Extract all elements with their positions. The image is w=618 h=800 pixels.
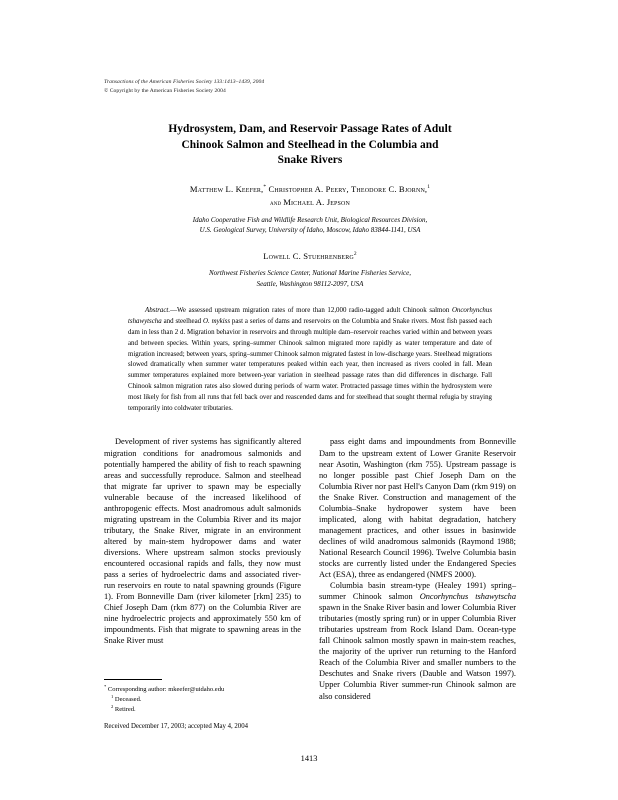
footnote-block bbox=[104, 679, 301, 732]
page-number: 1413 bbox=[300, 754, 318, 763]
abstract-species-steelhead: O. mykiss bbox=[203, 318, 230, 326]
author-conjunction: and bbox=[269, 198, 284, 207]
body-column-right bbox=[319, 436, 516, 701]
article-title-line-3: Snake Rivers bbox=[277, 154, 343, 167]
right-paragraph-2-part-1: Columbia basin stream-type (Healey 1991) spring–summer Chinook salmon bbox=[319, 581, 516, 602]
footnote-corresponding-text: Corresponding author: mkeefer@uidaho.edu bbox=[106, 686, 225, 694]
author-footnote-marker-1: 1 bbox=[427, 183, 431, 190]
affiliation-secondary-line-2: Seattle, Washington 98112-2097, USA bbox=[256, 279, 364, 288]
author-group-secondary bbox=[104, 250, 516, 263]
body-column-left bbox=[104, 436, 301, 731]
footnote-marker-1: 1 bbox=[111, 694, 114, 700]
author-group-primary bbox=[104, 183, 516, 209]
abstract-species-chinook: Oncorhynchus tshawytscha bbox=[128, 307, 492, 326]
footnote-marker-2: 2 bbox=[111, 704, 114, 710]
right-paragraph-2-part-2: spawn in the Snake River basin and lower Columbia River tributaries (mostly spring run) or in upper Columbia River tributaries upstream from Rock Island Dam. Ocean-type fall Chinook salmon mostly spawn in main-stem reaches, the majority of the upriver run returning to the Hanford Reach of the Columbia River and smaller numbers to the Deschutes and Snake rivers (Dauble and Watson 1997). Upper Columbia River summer-run Chinook salmon are also considered bbox=[319, 603, 516, 701]
copyright-line: © Copyright by the American Fisheries Society 2004 bbox=[104, 87, 226, 94]
footnote-note-2-text: Retired. bbox=[113, 706, 136, 714]
footnote-rule bbox=[104, 679, 162, 680]
running-head bbox=[104, 78, 516, 95]
author-names-part-a: Matthew L. Keefer, bbox=[189, 183, 264, 194]
footnote-corresponding-author bbox=[104, 685, 301, 695]
right-paragraph-2-species: Oncorhynchus tshawytscha bbox=[419, 592, 516, 602]
footnote-marker-star: * bbox=[104, 684, 107, 690]
abstract bbox=[128, 306, 492, 414]
article-title-line-1: Hydrosystem, Dam, and Reservoir Passage Rates of Adult bbox=[168, 123, 452, 136]
footnote-note-2 bbox=[104, 705, 301, 715]
page-content bbox=[104, 78, 516, 731]
article-title-line-2: Chinook Salmon and Steelhead in the Columbia and bbox=[181, 138, 439, 151]
right-paragraph-2 bbox=[319, 580, 516, 702]
author-line-2 bbox=[104, 196, 516, 209]
author-line-3 bbox=[104, 250, 516, 263]
author-line-1 bbox=[104, 183, 516, 196]
abstract-label: Abstract. bbox=[145, 307, 171, 315]
abstract-text-part-3: past a series of dams and reservoirs on the Columbia and Snake rivers. Most fish passed each dam in less than 2 d. Migration behavior in reservoirs and through multiple dam–reservoir reaches varied within and between years and between species. Within years, spring–summer Chinook salmon migrated more rapidly as water temperature and date of migration increased; between years, spring–summer Chinook salmon migrated fastest in low-discharge years. Steelhead migrations slowed dramatically when summer water temperatures peaked within each year, then increased as rivers cooled in fall. Mean summer temperatures explained more between-year variation in steelhead passage rates than did differences in discharge. Fall Chinook salmon migration rates also slowed during periods of warm water. Protracted passage times within the hydrosystem were most likely for fish from all runs that fell back over and reascended dams and for steelhead that sought thermal refugia by straying temporarily into coldwater tributaries. bbox=[128, 318, 492, 412]
body-columns bbox=[104, 436, 516, 731]
footnote-note-1-text: Deceased. bbox=[113, 696, 142, 704]
right-paragraph-1: pass eight dams and impoundments from Bonneville Dam to the upstream extent of Lower Granite Reservoir near Asotin, Washington (rkm 755). Upstream passage is no longer possible past Chief Joseph Dam on the Columbia River nor past Hell's Canyon Dam (rkm 919) on the Snake River. Construction and management of the Columbia–Snake hydropower system have been implicated, along with habitat degradation, hatchery management practices, and other issues in basinwide declines of wild anadromous salmonids (Raymond 1988; National Research Council 1996). Twelve Columbia basin stocks are currently listed under the Endangered Species Act (ESA), three as endangered (NMFS 2000). bbox=[319, 437, 516, 580]
affiliation-secondary-line-1: Northwest Fisheries Science Center, National Marine Fisheries Service, bbox=[209, 269, 411, 278]
footnote-note-1 bbox=[104, 695, 301, 705]
author-name-stuehrenberg: Lowell C. Stuehrenberg bbox=[263, 250, 354, 261]
affiliation-primary-line-2: U.S. Geological Survey, University of Idaho, Moscow, Idaho 83844-1141, USA bbox=[199, 226, 421, 235]
abstract-text-part-1: We assessed upstream migration rates of more than 12,000 radio-tagged adult Chinook salmon bbox=[176, 307, 452, 315]
abstract-dash: — bbox=[170, 307, 177, 315]
left-paragraph-1: Development of river systems has significantly altered migration conditions for anadromous salmonids and potentially hampered the ability of fish to reach spawning areas and successfully reproduce. Salmon and steelhead that migrate far upriver to spawn may be especially vulnerable because of the increased likelihood of anthropogenic effects. Most anadromous adult salmonids migrating upstream in the Columbia River and its major tributary, the Snake River, migrate in an environment altered by main-stem hydropower dams and water diversions. Where upstream salmon stocks previously encountered occasional rapids and falls, they now must pass a series of hydroelectric dams and associated river-run reservoirs en route to natal spawning grounds (Figure 1). From Bonneville Dam (river kilometer [rkm] 235) to Chief Joseph Dam (rkm 877) on the Columbia River are nine hydroelectric projects and approximately 550 km of impoundments. Fish that migrate to spawning areas in the Snake River must bbox=[104, 437, 301, 646]
author-footnote-marker-2: 2 bbox=[353, 250, 357, 257]
corresponding-author-marker: * bbox=[263, 183, 267, 190]
author-names-part-b: Christopher A. Peery, Theodore C. Bjornn, bbox=[266, 183, 428, 194]
author-names-part-c: Michael A. Jepson bbox=[283, 196, 351, 207]
affiliation-secondary bbox=[104, 268, 516, 289]
journal-citation: Transactions of the American Fisheries Society 133:1413–1439, 2004 bbox=[104, 79, 265, 85]
footnote-received-date: Received December 17, 2003; accepted May 4, 2004 bbox=[104, 723, 249, 731]
affiliation-primary bbox=[104, 215, 516, 236]
article-title bbox=[104, 122, 516, 169]
abstract-text-part-2: and steelhead bbox=[161, 318, 204, 326]
affiliation-primary-line-1: Idaho Cooperative Fish and Wildlife Research Unit, Biological Resources Division, bbox=[192, 215, 428, 224]
